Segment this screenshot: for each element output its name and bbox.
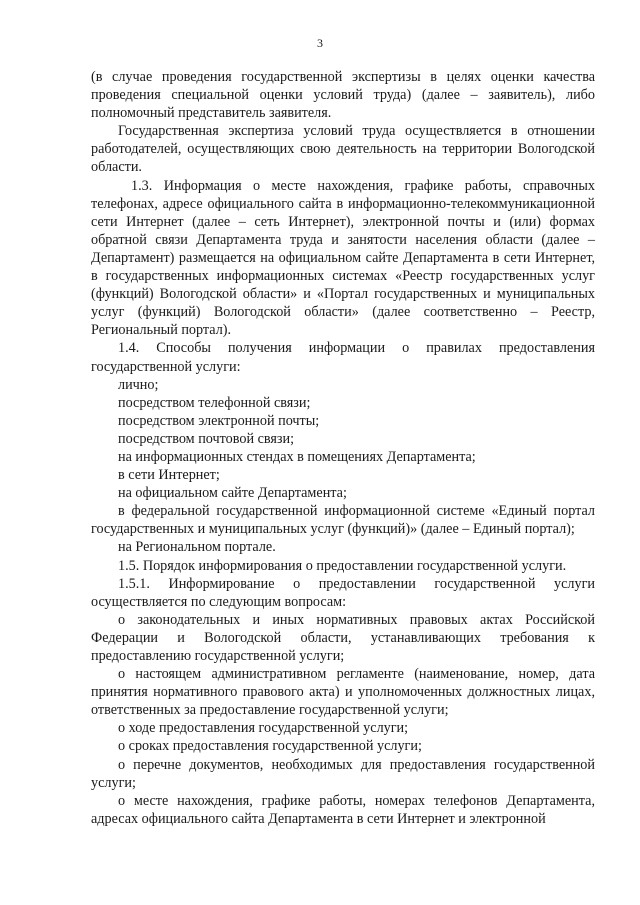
- list-item: о настоящем административном регламенте (наименование, номер, дата принятия нормативного правового акта) и уполномоченных должностных лицах, ответственных за предоставление государственной услуги;: [91, 666, 595, 719]
- list-item: посредством почтовой связи;: [118, 430, 295, 447]
- list-item: посредством электронной почты;: [118, 412, 320, 429]
- page-number: 3: [317, 36, 323, 50]
- list-item: о сроках предоставления государственной услуги;: [118, 738, 422, 755]
- list-item: о законодательных и иных нормативных правовых актах Российской Федерации и Вологодской области, устанавливающих требования к предоставлению государственной услуги;: [91, 611, 595, 664]
- list-item: о месте нахождения, графике работы, номерах телефонов Департамента, адресах официального сайта Департамента в сети Интернет и электронной: [91, 792, 595, 827]
- list-item: на официальном сайте Департамента;: [118, 485, 347, 502]
- list-item: о перечне документов, необходимых для предоставления государственной услуги;: [91, 756, 595, 791]
- paragraph-applicant: (в случае проведения государственной экспертизы в целях оценки качества проведения специальной оценки условий труда) (далее – заявитель), либо полномочный представитель заявителя.: [91, 69, 595, 122]
- paragraph-1-5: 1.5. Порядок информирования о предоставлении государственной услуги.: [118, 557, 567, 574]
- list-item: на Региональном портале.: [118, 539, 276, 556]
- paragraph-1-5-1: 1.5.1. Информирование о предоставлении государственной услуги осуществляется по следующим вопросам:: [91, 575, 595, 610]
- list-item: в сети Интернет;: [118, 467, 220, 484]
- paragraph-expertise-scope: Государственная экспертиза условий труда осуществляется в отношении работодателей, осуществляющих свою деятельность на территории Вологодской области.: [91, 123, 595, 176]
- list-item: лично;: [118, 376, 159, 393]
- list-item: о ходе предоставления государственной услуги;: [118, 720, 409, 737]
- paragraph-1-4: 1.4. Способы получения информации о правилах предоставления государственной услуги:: [91, 340, 595, 375]
- list-item: в федеральной государственной информационной системе «Единый портал государственных и муниципальных услуг (функций)» (далее – Единый портал);: [91, 503, 595, 538]
- list-item: на информационных стендах в помещениях Департамента;: [118, 448, 476, 465]
- document-body: [91, 68, 595, 828]
- list-item: посредством телефонной связи;: [118, 394, 311, 411]
- paragraph-1-3: 1.3. Информация о месте нахождения, графике работы, справочных телефонах, адресе официального сайта в информационно-телекоммуникационной сети Интернет (далее – сеть Интернет), электронной почты и (или) формах обратной связи Департамента труда и занятости населения области (далее – Департамент) размещается на официальном сайте Департамента в сети Интернет, в государственных информационных системах «Реестр государственных услуг (функций) Вологодской области» и «Портал государственных и муниципальных услуг (функций) Вологодской области» (далее соответственно – Реестр, Региональный портал).: [91, 177, 595, 339]
